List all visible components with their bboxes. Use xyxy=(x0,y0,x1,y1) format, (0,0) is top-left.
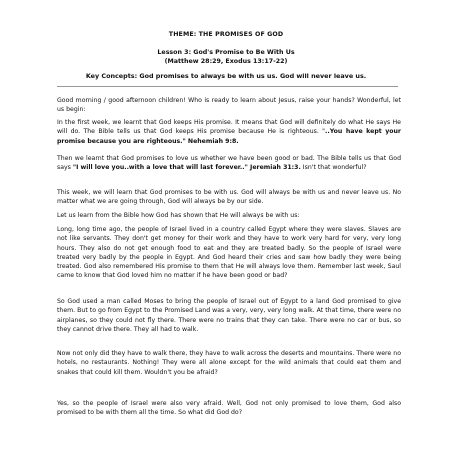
lesson-title: Lesson 3: God's Promise to Be With Us xyxy=(157,49,295,56)
theme-heading: THEME: THE PROMISES OF GOD xyxy=(168,31,284,38)
paragraph-text: Isn't that wonderful? xyxy=(300,164,367,172)
paragraph-week-two xyxy=(57,154,401,173)
key-concepts: Key Concepts: God promises to always be with us us. God will never leave us. xyxy=(85,72,367,80)
scripture-reference: (Matthew 28:29, Exodus 13:17-22) xyxy=(164,58,288,65)
paragraph-moses-story: So God used a man called Moses to bring the people of Israel out of Egypt to a land God promised to give them. But to go from Egypt to the Promised Land was a very, very, very long walk. At that time, there were no airplanes, so they could not fly there. There were no trains that they can take. There were no car or bus, so they cannot drive there. They all had to walk. xyxy=(57,298,401,333)
header-divider xyxy=(57,86,398,87)
paragraph-this-week: This week, we will learn that God promises to be with us. God will always be with us and never leave us. No matter what we are going through, God will always be by our side. xyxy=(57,189,401,206)
scripture-quote-nehemiah: ..You have kept your promise because you are righteous." Nehemiah 9:8. xyxy=(57,128,401,145)
lesson-heading xyxy=(0,48,452,66)
scripture-quote-jeremiah: "I will love you..with a love that will last forever.." Jeremiah 31:3. xyxy=(72,164,301,172)
paragraph-intro-story: Let us learn from the Bible how God has shown that He will always be with us: xyxy=(57,212,300,219)
paragraph-week-one xyxy=(57,118,401,146)
paragraph-desert-journey: Now not only did they have to walk there, they have to walk across the deserts and mountains. There were no hotels, no restaurants. Nothing! They were all alone except for the wild animals that could eat them and snakes that could kill them. Wouldn't you be afraid? xyxy=(57,350,401,376)
paragraph-text: Then we learnt that God promises to love us whether we have been good or bad. The Bible tells us that God says xyxy=(57,155,401,172)
paragraph-text: In the first week, we learnt that God keeps His promise. It means that God will definitely do what He says He will do. The Bible tells us that God keeps His promise because He is righteous. " xyxy=(57,119,401,136)
paragraph-egypt-story: Long, long time ago, the people of Israel lived in a country called Egypt where they were slaves. Slaves are not like servants. They don't get money for their work and they have to work very hard for very, very long hours. They also do not get enough food to eat and they are treated badly. So the people of Israel were treated very badly by the people in Egypt. And God heard their cries and saw how badly they were being treated. God also remembered His promise to them that He will always love them. Remember last week, Saul came to know that God loved him no matter if he have been good or bad? xyxy=(57,226,401,280)
paragraph-afraid: Yes, so the people of Israel were also very afraid. Well, God not only promised to love them, God also promised to be with them all the time. So what did God do? xyxy=(57,400,401,417)
paragraph-greeting: Good morning / good afternoon children! Who is ready to learn about Jesus, raise your hands? Wonderful, let us begin: xyxy=(57,97,401,114)
